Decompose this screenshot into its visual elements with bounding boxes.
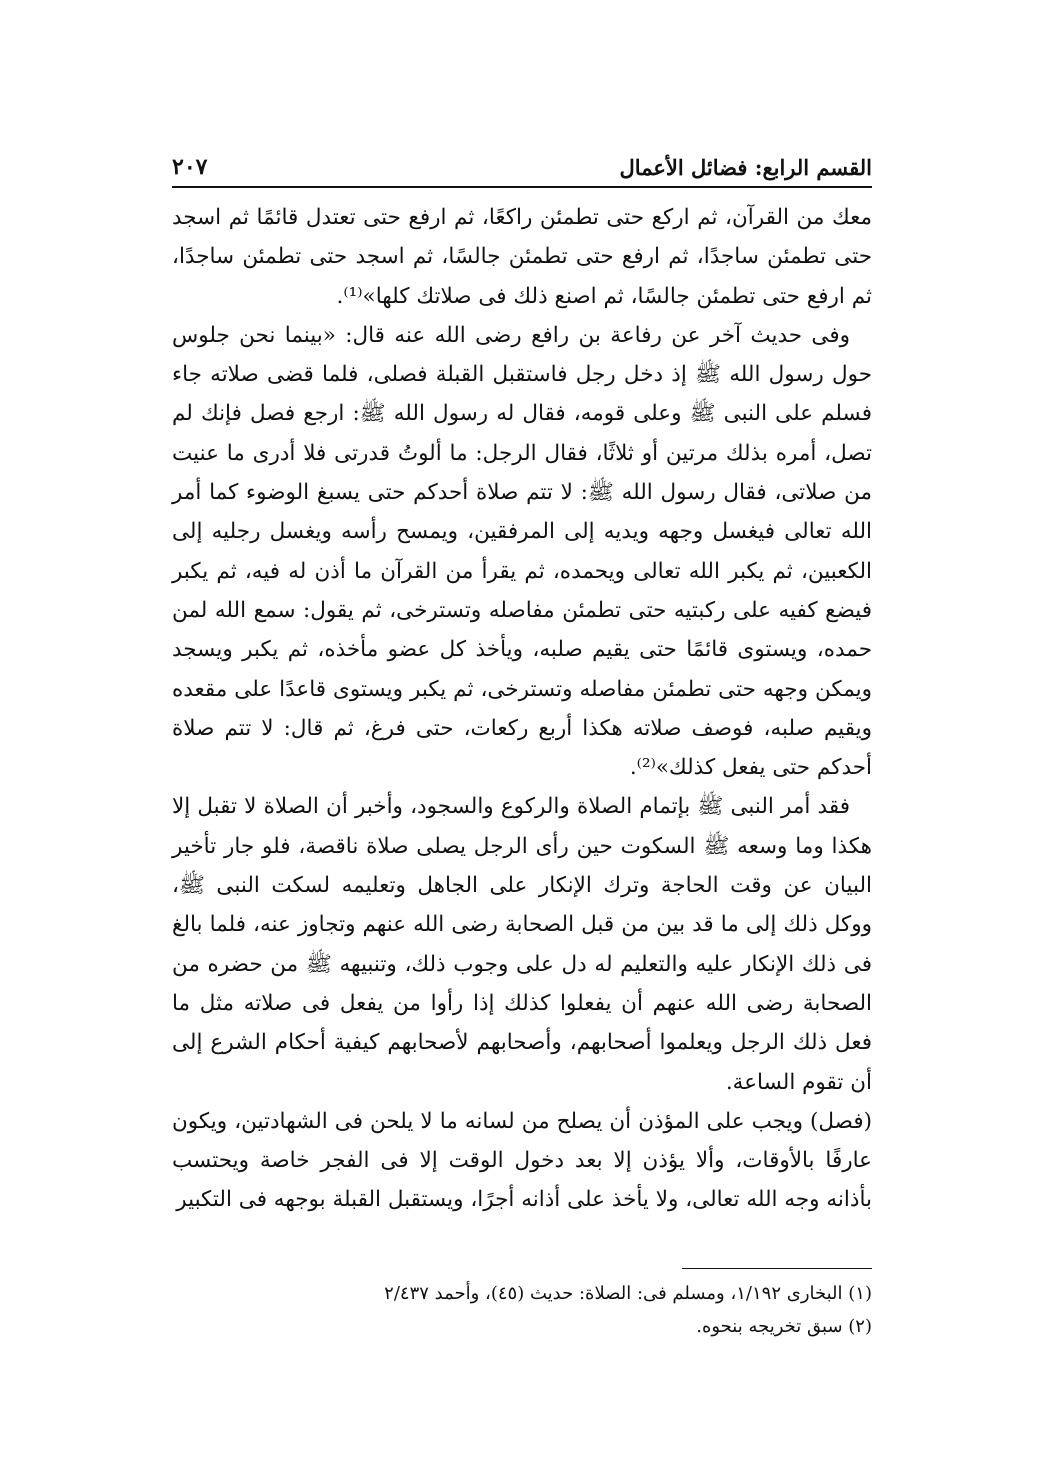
paragraph-2: وفى حديث آخر عن رفاعة بن رافع رضى الله عنه قال: «بينما نحن جلوس حول رسول الله ﷺ إذ دخل رجل فاستقبل القبلة فصلى، فلما قضى صلاته جاء فسلم على النبى ﷺ وعلى قومه، فقال له رسول الله ﷺ: ارجع فصل فإنك لم تصل، أمره بذلك مرتين أو ثلاثًا، فقال الرجل: ما ألوتُ قدرتى فلا أدرى ما عنيت من صلاتى، فقال رسول الله ﷺ: لا تتم صلاة أحدكم حتى يسبغ الوضوء كما أمر الله تعالى فيغسل وجهه ويديه إلى المرفقين، ويمسح رأسه ويغسل رجليه إلى الكعبين، ثم يكبر الله تعالى ويحمده، ثم يقرأ من القرآن ما أذن له فيه، ثم يكبر فيضع كفيه على ركبتيه حتى تطمئن مفاصله وتسترخى، ثم يقول: سمع الله لمن حمده، ويستوى قائمًا حتى يقيم صلبه، ويأخذ كل عضو مأخذه، ثم يكبر ويسجد ويمكن وجهه حتى تطمئن مفاصله وتسترخى، ثم يكبر ويستوى قاعدًا على مقعده ويقيم صلبه، فوصف صلاته هكذا أربع ركعات، حتى فرغ، ثم قال: لا تتم صلاة أحدكم حتى يفعل كذلك»⁽²⁾. bbox=[172, 322, 872, 781]
chapter-title: القسم الرابع: فضائل الأعمال bbox=[619, 155, 872, 180]
footnote-1: (١) البخارى ١/١٩٢، ومسلم فى: الصلاة: حديث (٤٥)، وأحمد ٢/٤٣٧ bbox=[384, 1283, 872, 1304]
footnote-2: (٢) سبق تخريجه بنحوه. bbox=[696, 1316, 872, 1337]
page-number: ٢٠٧ bbox=[172, 154, 208, 180]
paragraph-4: (فصل) ويجب على المؤذن أن يصلح من لسانه ما لا يلحن فى الشهادتين، ويكون عارفًا بالأوقات، وألا يؤذن إلا بعد دخول الوقت إلا فى الفجر خاصة ويحتسب بأذانه وجه الله تعالى، ولا يأخذ على أذانه أجرًا، ويستقبل القبلة بوجهه فى التكبير bbox=[172, 1108, 872, 1213]
paragraph-1: معك من القرآن، ثم اركع حتى تطمئن راكعًا، ثم ارفع حتى تعتدل قائمًا ثم اسجد حتى تطمئن ساجدًا، ثم ارفع حتى تطمئن جالسًا، ثم اسجد حتى تطمئن ساجدًا، ثم ارفع حتى تطمئن جالسًا، ثم اصنع ذلك فى صلاتك كلها»⁽¹⁾. bbox=[172, 205, 872, 309]
running-header bbox=[172, 140, 872, 188]
footnotes bbox=[172, 1268, 872, 1343]
book-page bbox=[172, 140, 872, 1337]
paragraph-3: فقد أمر النبى ﷺ بإتمام الصلاة والركوع والسجود، وأخبر أن الصلاة لا تقبل إلا هكذا وما وسعه ﷺ السكوت حين رأى الرجل يصلى صلاة ناقصة، فلو جار تأخير البيان عن وقت الحاجة وترك الإنكار على الجاهل وتعليمه لسكت النبى ﷺ، ووكل ذلك إلى ما قد بين من قبل الصحابة رضى الله عنهم وتجاوز عنه، فلما بالغ فى ذلك الإنكار عليه والتعليم له دل على وجوب ذلك، وتنبيهه ﷺ من حضره من الصحابة رضى الله عنهم أن يفعلوا كذلك إذا رأوا من يفعل فى صلاته مثل ما فعل ذلك الرجل ويعلموا أصحابهم، وأصحابهم لأصحابهم كيفية أحكام الشرع إلى أن تقوم الساعة. bbox=[172, 794, 872, 1095]
footnote-divider bbox=[682, 1268, 872, 1269]
main-text bbox=[172, 198, 872, 1220]
